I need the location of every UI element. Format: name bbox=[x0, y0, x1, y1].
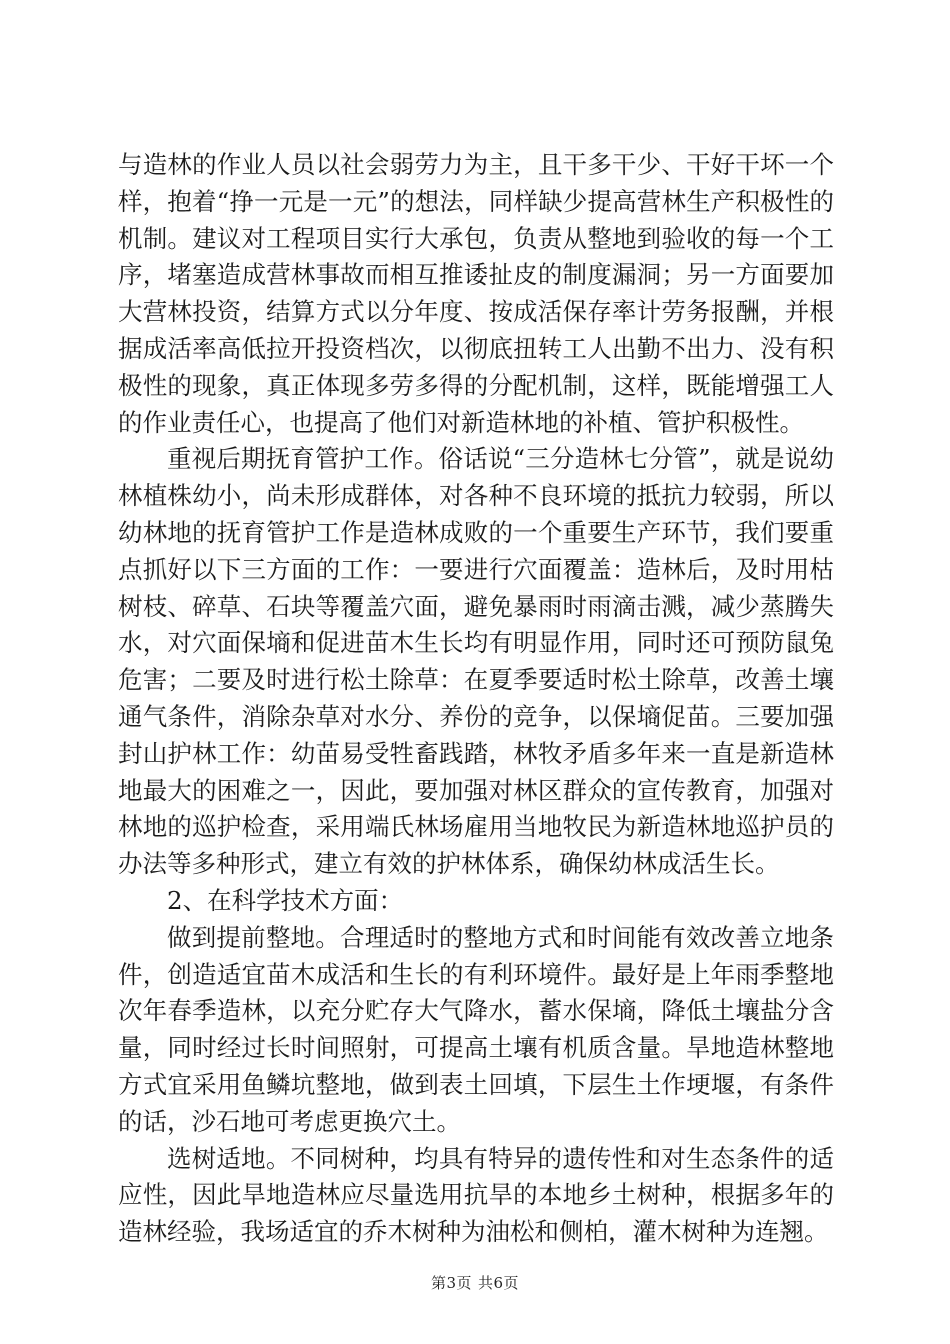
section-heading-technology: 2、在科学技术方面： bbox=[167, 885, 404, 915]
paragraph-tending-management: 重视后期抚育管护工作。俗话说“三分造林七分管”，就是说幼林植株幼小，尚未形成群体，对各种不良环境的抵抗力较弱，所以幼林地的抚育管护工作是造林成败的一个重要生产环节，我们要重点抓好以下三方面的工作：一要进行穴面覆盖：造林后，及时用枯树枝、碎草、石块等覆盖穴面，避免暴雨时雨滴击溅，减少蒸腾失水，对穴面保墒和促进苗木生长均有明显作用，同时还可预防鼠兔危害；二要及时进行松土除草：在夏季要适时松土除草，改善土壤通气条件，消除杂草对水分、养份的竞争，以保墒促苗。三要加强封山护林工作：幼苗易受牲畜践踏，林牧矛盾多年来一直是新造林地最大的困难之一，因此，要加强对林区群众的宣传教育，加强对林地的巡护检查，采用端氏林场雇用当地牧民为新造林地巡护员的办法等多种形式，建立有效的护林体系，确保幼林成活生长。 bbox=[118, 444, 834, 879]
paragraph-worker-incentives: 与造林的作业人员以社会弱劳力为主，且干多干少、干好干坏一个样，抱着“挣一元是一元”的想法，同样缺少提高营林生产积极性的机制。建议对工程项目实行大承包，负责从整地到验收的每一个工序，堵塞造成营林事故而相互推诿扯皮的制度漏洞；另一方面要加大营林投资，结算方式以分年度、按成活保存率计劳务报酬，并根据成活率高低拉开投资档次，以彻底扭转工人出勤不出力、没有积极性的现象，真正体现多劳多得的分配机制，这样，既能增强工人的作业责任心，也提高了他们对新造林地的补植、管护积极性。 bbox=[118, 150, 834, 437]
document-body bbox=[118, 147, 834, 1251]
page-number-current: 第3页 bbox=[430, 1274, 472, 1292]
page-number-total: 共6页 bbox=[478, 1274, 520, 1292]
paragraph-site-preparation: 做到提前整地。合理适时的整地方式和时间能有效改善立地条件，创造适宜苗木成活和生长的有利环境件。最好是上年雨季整地次年春季造林，以充分贮存大气降水，蓄水保墒，降低土壤盐分含量，同时经过长时间照射，可提高土壤有机质含量。旱地造林整地方式宜采用鱼鳞坑整地，做到表土回填，下层生土作埂堰，有条件的话，沙石地可考虑更换穴土。 bbox=[118, 922, 834, 1136]
page-footer bbox=[0, 1272, 950, 1293]
paragraph-species-selection: 选树适地。不同树种，均具有特异的遗传性和对生态条件的适应性，因此旱地造林应尽量选用抗旱的本地乡土树种，根据多年的造林经验，我场适宜的乔木树种为油松和侧柏，灌木树种为连翘。 bbox=[118, 1143, 834, 1247]
